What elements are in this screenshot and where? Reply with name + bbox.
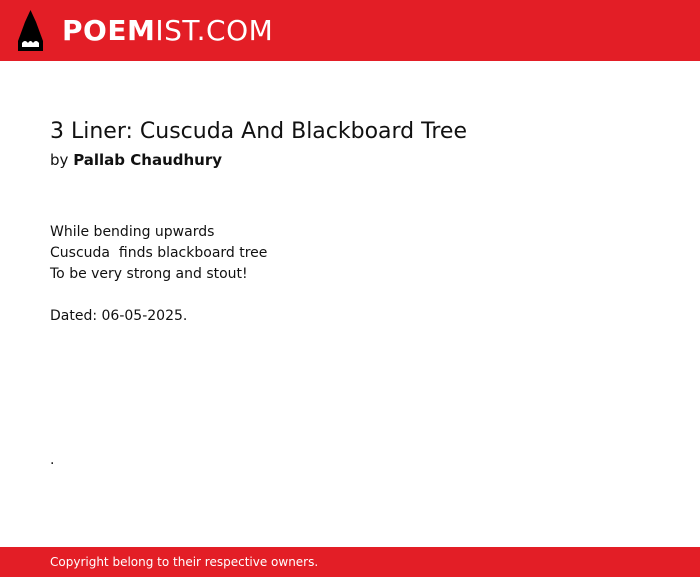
poem-title: 3 Liner: Cuscuda And Blackboard Tree	[50, 119, 467, 144]
poem-line: Cuscuda finds blackboard tree	[50, 245, 268, 261]
pencil-tip-icon	[18, 10, 43, 51]
poem-line: While bending upwards	[50, 224, 215, 240]
author-name[interactable]: Pallab Chaudhury	[73, 151, 223, 169]
trailing-mark: .	[50, 452, 55, 468]
poem-body	[50, 222, 670, 285]
by-label: by	[50, 151, 69, 169]
byline	[50, 150, 670, 170]
poem-content	[50, 117, 670, 327]
logo-wordmark-bold: POEM	[62, 13, 156, 47]
logo-wordmark	[62, 13, 274, 47]
site-header	[0, 0, 700, 61]
site-footer	[0, 547, 700, 577]
logo-wordmark-light: IST.COM	[155, 13, 274, 47]
site-logo[interactable]	[18, 10, 273, 51]
poem-date: Dated: 06-05-2025.	[50, 308, 188, 324]
copyright-notice: Copyright belong to their respective owners.	[50, 555, 319, 569]
poem-line: To be very strong and stout!	[50, 266, 248, 282]
